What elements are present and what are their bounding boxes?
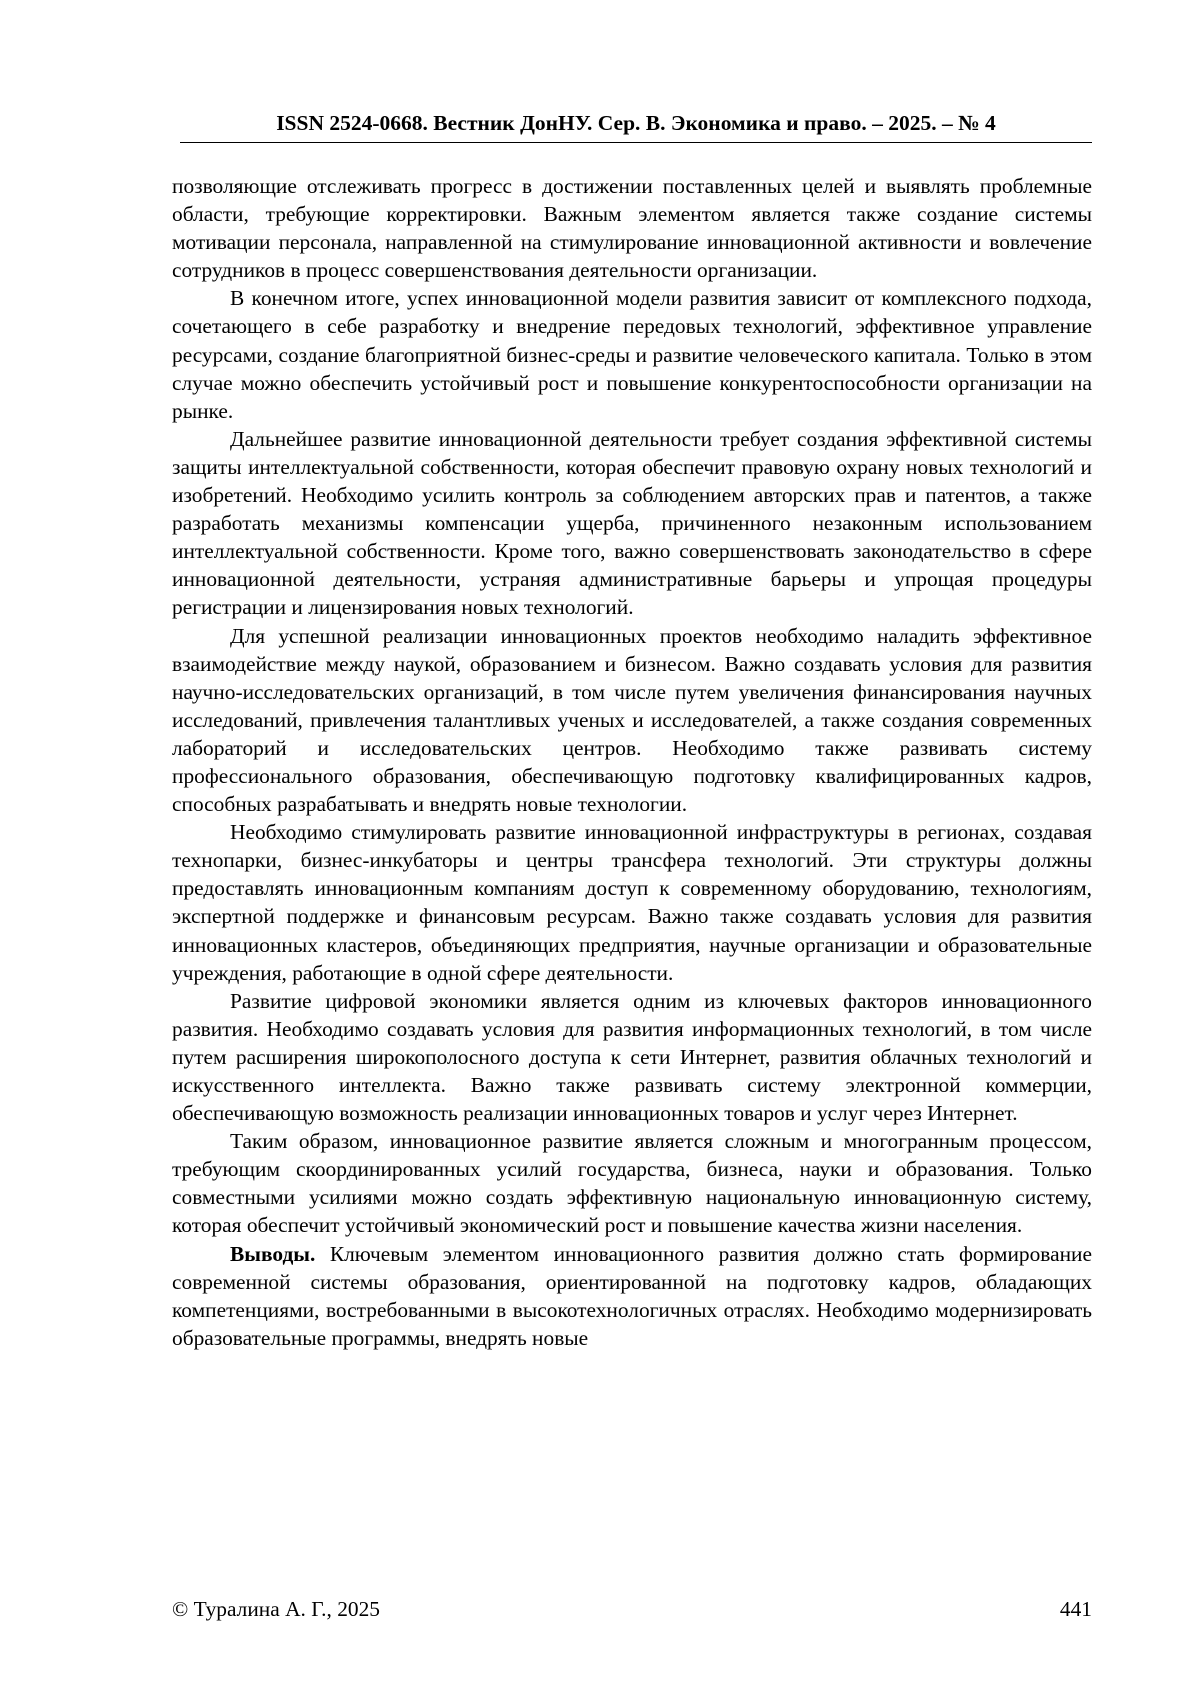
paragraph: Таким образом, инновационное развитие является сложным и многогранным процессом, требующим скоординированных усилий государства, бизнеса, науки и образования. Только совместными усилиями можно создать эффективную национальную инновационную систему, которая обеспечит устойчивый экономический рост и повышение качества жизни населения. bbox=[172, 1129, 1092, 1238]
article-body bbox=[172, 172, 1092, 1352]
paragraph: Необходимо стимулировать развитие инновационной инфраструктуры в регионах, создавая технопарки, бизнес-инкубаторы и центры трансфера технологий. Эти структуры должны предоставлять инновационным компаниям доступ к современному оборудованию, технологиям, экспертной поддержке и финансовым ресурсам. Важно также создавать условия для развития инновационных кластеров, объединяющих предприятия, научные организации и образовательные учреждения, работающие в одной сфере деятельности. bbox=[172, 820, 1092, 985]
paragraph-continued: позволяющие отслеживать прогресс в достижении поставленных целей и выявлять проблемные области, требующие корректировки. Важным элементом является также создание системы мотивации персонала, направленной на стимулирование инновационной активности и вовлечение сотрудников в процесс совершенствования деятельности организации. bbox=[172, 174, 1092, 283]
paragraph: В конечном итоге, успех инновационной модели развития зависит от комплексного подхода, сочетающего в себе разработку и внедрение передовых технологий, эффективное управление ресурсами, создание благоприятной бизнес-среды и развитие человеческого капитала. Только в этом случае можно обеспечить устойчивый рост и повышение конкурентоспособности организации на рынке. bbox=[172, 286, 1092, 423]
paragraph: Дальнейшее развитие инновационной деятельности требует создания эффективной системы защиты интеллектуальной собственности, которая обеспечит правовую охрану новых технологий и изобретений. Необходимо усилить контроль за соблюдением авторских прав и патентов, а также разработать механизмы компенсации ущерба, причиненного незаконным использованием интеллектуальной собственности. Кроме того, важно совершенствовать законодательство в сфере инновационной деятельности, устраняя административные барьеры и упрощая процедуры регистрации и лицензирования новых технологий. bbox=[172, 426, 1092, 620]
journal-header-text: ISSN 2524-0668. Вестник ДонНУ. Сер. В. Экономика и право. – 2025. – № 4 bbox=[276, 111, 996, 135]
copyright-notice: © Туралина А. Г., 2025 bbox=[172, 1597, 381, 1621]
conclusion-paragraph bbox=[172, 1240, 1092, 1352]
journal-header bbox=[180, 110, 1092, 143]
paragraph: Развитие цифровой экономики является одним из ключевых факторов инновационного развития. Необходимо создавать условия для развития информационных технологий, в том числе путем расширения широкополосного доступа к сети Интернет, развития облачных технологий и искусственного интеллекта. Важно также развивать систему электронной коммерции, обеспечивающую возможность реализации инновационных товаров и услуг через Интернет. bbox=[172, 988, 1092, 1126]
page-number: 441 bbox=[1059, 1597, 1092, 1621]
paragraph: Для успешной реализации инновационных проектов необходимо наладить эффективное взаимодействие между наукой, образованием и бизнесом. Важно создавать условия для развития научно-исследовательских организаций, в том числе путем увеличения финансирования научных исследований, привлечения талантливых ученых и исследователей, а также создания современных лабораторий и исследовательских центров. Необходимо также развивать систему профессионального образования, обеспечивающую подготовку квалифицированных кадров, способных разрабатывать и внедрять новые технологии. bbox=[172, 623, 1092, 817]
page-footer bbox=[172, 1596, 1092, 1622]
conclusion-text: Ключевым элементом инновационного развития должно стать формирование современной системы образования, ориентированной на подготовку кадров, обладающих компетенциями, востребованными в высокотехнологичных отраслях. Необходимо модернизировать образовательные программы, внедрять новые bbox=[172, 1241, 1092, 1350]
conclusion-label: Выводы. bbox=[230, 1241, 316, 1266]
